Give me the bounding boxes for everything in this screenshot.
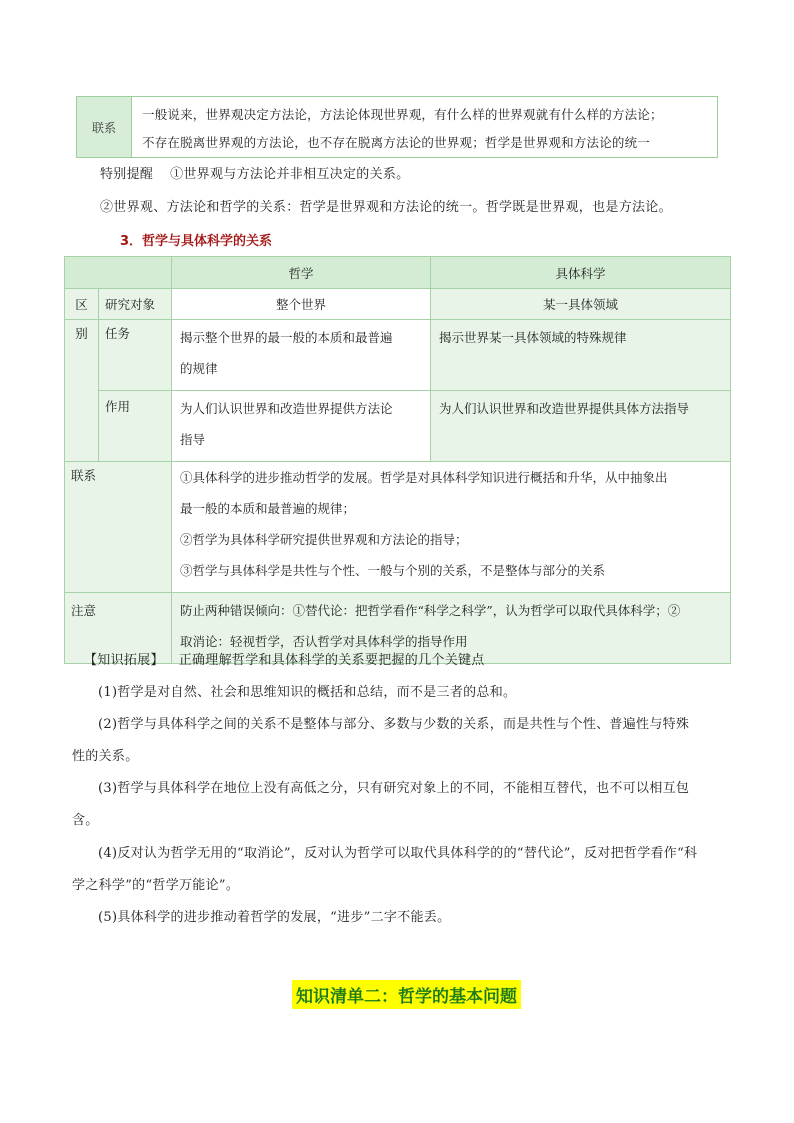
cell-line: 揭示整个世界的最一般的本质和最普遍 <box>180 330 393 345</box>
philosophy-science-table <box>64 256 731 664</box>
cell-philosophy <box>172 320 431 391</box>
section-title: 3．哲学与具体科学的关系 <box>120 234 273 249</box>
cell-line: 最一般的本质和最普遍的规律； <box>180 501 356 516</box>
extension-point-3-cont: 含。 <box>72 813 99 828</box>
row-label-note: 注意 <box>65 593 172 664</box>
group-label-text: 别 <box>75 326 88 341</box>
special-note <box>100 166 409 184</box>
cell-philosophy <box>172 391 431 462</box>
row-label-link: 联系 <box>65 462 172 593</box>
row-label: 任务 <box>99 320 172 391</box>
extension-point-1: (1)哲学是对自然、社会和思维知识的概括和总结，而不是三者的总和。 <box>98 685 517 700</box>
extension-point-4: (4)反对认为哲学无用的“取消论”，反对认为哲学可以取代具体科学的的“替代论”，反对把哲学看作“科 <box>98 846 698 861</box>
cell-line: 防止两种错误倾向：①替代论：把哲学看作“科学之科学”，认为哲学可以取代具体科学；② <box>180 603 681 618</box>
table-content <box>132 97 717 157</box>
special-note-point2: ②世界观、方法论和哲学的关系：哲学是世界观和方法论的统一。哲学既是世界观，也是方法论。 <box>100 200 672 215</box>
cell-science: 某一具体领域 <box>431 289 731 320</box>
row-label: 作用 <box>99 391 172 462</box>
cell-link <box>172 462 731 593</box>
table-line: 不存在脱离世界观的方法论，也不存在脱离方法论的世界观；哲学是世界观和方法论的统一 <box>142 135 651 150</box>
cell-science <box>431 391 731 462</box>
extension-point-4-cont: 学之科学”的“哲学万能论”。 <box>72 878 240 893</box>
extension-point-2-cont: 性的关系。 <box>72 749 139 764</box>
group-label-difference-b <box>65 320 99 462</box>
column-header-science: 具体科学 <box>431 257 731 289</box>
cell-line: 指导 <box>180 432 206 447</box>
extension-heading-line <box>84 645 485 677</box>
table-corner <box>65 257 172 289</box>
extension-point-5: (5)具体科学的进步推动着哲学的发展，“进步”二字不能丢。 <box>98 910 451 925</box>
cell-line: 为人们认识世界和改造世界提供具体方法指导 <box>439 401 690 416</box>
table-line: 一般说来，世界观决定方法论，方法论体现世界观，有什么样的世界观就有什么样的方法论； <box>142 107 663 122</box>
table-label-link: 联系 <box>77 97 132 157</box>
cell-line: 为人们认识世界和改造世界提供方法论 <box>180 401 393 416</box>
group-label-difference-a: 区 <box>65 289 99 320</box>
cell-line: ①具体科学的进步推动哲学的发展。哲学是对具体科学知识进行概括和升华，从中抽象出 <box>180 470 668 485</box>
extension-heading: 【知识拓展】 <box>84 653 164 668</box>
cell-science <box>431 320 731 391</box>
cell-line: ③哲学与具体科学是共性与个性、一般与个别的关系，不是整体与部分的关系 <box>180 563 606 578</box>
special-note-label: 特别提醒 <box>100 167 154 182</box>
row-label: 研究对象 <box>99 289 172 320</box>
cell-philosophy: 整个世界 <box>172 289 431 320</box>
extension-point-2: (2)哲学与具体科学之间的关系不是整体与部分、多数与少数的关系，而是共性与个性、普遍性与特殊 <box>98 717 690 732</box>
cell-line: ②哲学为具体科学研究提供世界观和方法论的指导； <box>180 532 468 547</box>
extension-heading-text: 正确理解哲学和具体科学的关系要把握的几个关键点 <box>178 653 485 668</box>
worldview-methodology-table <box>76 96 718 158</box>
cell-line: 揭示世界某一具体领域的特殊规律 <box>439 330 627 345</box>
extension-point-3: (3)哲学与具体科学在地位上没有高低之分，只有研究对象上的不同，不能相互替代，也不可以相互包 <box>98 781 690 796</box>
column-header-philosophy: 哲学 <box>172 257 431 289</box>
special-note-point1: ①世界观与方法论并非相互决定的关系。 <box>170 167 410 182</box>
cell-line: 的规律 <box>180 361 218 376</box>
cell-line: 取消论：轻视哲学，否认哲学对具体科学的指导作用 <box>180 634 468 649</box>
section-banner: 知识清单二：哲学的基本问题 <box>292 980 521 1009</box>
